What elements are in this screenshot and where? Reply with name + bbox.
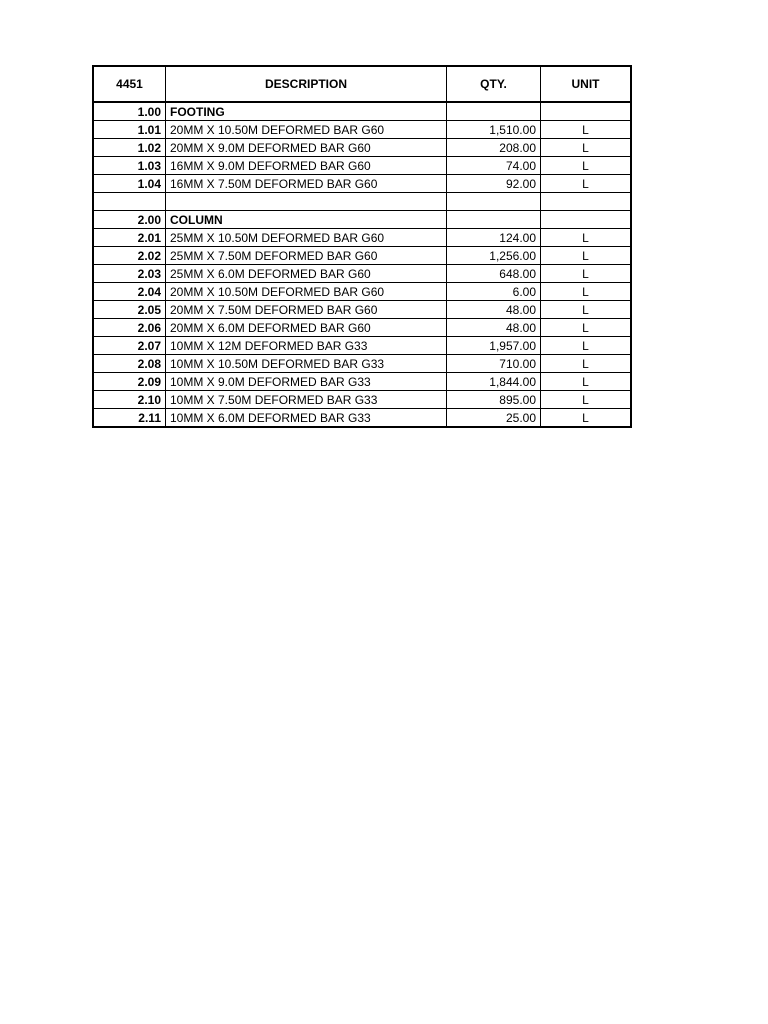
item-number: 2.05	[93, 301, 166, 319]
item-number: 2.04	[93, 283, 166, 301]
table-row	[93, 139, 631, 157]
item-number: 2.00	[93, 211, 166, 229]
table-row	[93, 283, 631, 301]
item-description: 20MM X 9.0M DEFORMED BAR G60	[166, 139, 447, 157]
item-unit: L	[541, 409, 632, 428]
item-unit: L	[541, 355, 632, 373]
item-qty: 1,957.00	[447, 337, 541, 355]
item-unit: L	[541, 175, 632, 193]
item-description: 25MM X 7.50M DEFORMED BAR G60	[166, 247, 447, 265]
item-qty: 1,844.00	[447, 373, 541, 391]
item-description: COLUMN	[166, 211, 447, 229]
item-qty: 208.00	[447, 139, 541, 157]
item-description: 25MM X 10.50M DEFORMED BAR G60	[166, 229, 447, 247]
item-unit: L	[541, 301, 632, 319]
item-unit: L	[541, 319, 632, 337]
item-qty: 48.00	[447, 301, 541, 319]
item-description: 20MM X 6.0M DEFORMED BAR G60	[166, 319, 447, 337]
item-number: 2.09	[93, 373, 166, 391]
header-qty: QTY.	[447, 66, 541, 102]
table-row	[93, 157, 631, 175]
table-row	[93, 319, 631, 337]
item-unit: L	[541, 337, 632, 355]
table-row	[93, 373, 631, 391]
item-description: 20MM X 10.50M DEFORMED BAR G60	[166, 283, 447, 301]
item-number: 1.04	[93, 175, 166, 193]
item-number: 1.01	[93, 121, 166, 139]
header-code: 4451	[93, 66, 166, 102]
header-unit: UNIT	[541, 66, 632, 102]
item-description: 10MM X 7.50M DEFORMED BAR G33	[166, 391, 447, 409]
table-row	[93, 247, 631, 265]
item-number: 2.08	[93, 355, 166, 373]
item-unit: L	[541, 247, 632, 265]
item-qty: 648.00	[447, 265, 541, 283]
item-number: 2.03	[93, 265, 166, 283]
table-row	[93, 175, 631, 193]
table-row	[93, 229, 631, 247]
item-qty: 1,510.00	[447, 121, 541, 139]
item-qty: 74.00	[447, 157, 541, 175]
item-description: 25MM X 6.0M DEFORMED BAR G60	[166, 265, 447, 283]
item-qty: 6.00	[447, 283, 541, 301]
table-row	[93, 337, 631, 355]
bill-of-materials-table	[92, 65, 632, 428]
item-number: 2.01	[93, 229, 166, 247]
item-unit	[541, 102, 632, 121]
table-row	[93, 121, 631, 139]
item-description: 16MM X 9.0M DEFORMED BAR G60	[166, 157, 447, 175]
item-qty: 25.00	[447, 409, 541, 428]
item-description	[166, 193, 447, 211]
item-unit: L	[541, 283, 632, 301]
item-description: 10MM X 9.0M DEFORMED BAR G33	[166, 373, 447, 391]
item-number: 1.03	[93, 157, 166, 175]
item-unit: L	[541, 139, 632, 157]
item-unit: L	[541, 157, 632, 175]
item-number: 2.06	[93, 319, 166, 337]
item-unit: L	[541, 373, 632, 391]
item-qty: 92.00	[447, 175, 541, 193]
item-description: FOOTING	[166, 102, 447, 121]
item-number: 2.07	[93, 337, 166, 355]
section-row	[93, 102, 631, 121]
item-number: 2.11	[93, 409, 166, 428]
item-unit: L	[541, 229, 632, 247]
table-row	[93, 409, 631, 428]
item-qty	[447, 211, 541, 229]
item-description: 10MM X 10.50M DEFORMED BAR G33	[166, 355, 447, 373]
table-header	[93, 66, 631, 102]
item-number: 2.10	[93, 391, 166, 409]
item-description: 16MM X 7.50M DEFORMED BAR G60	[166, 175, 447, 193]
item-qty: 895.00	[447, 391, 541, 409]
item-description: 20MM X 7.50M DEFORMED BAR G60	[166, 301, 447, 319]
item-qty	[447, 102, 541, 121]
item-unit	[541, 193, 632, 211]
table-row	[93, 265, 631, 283]
item-description: 10MM X 12M DEFORMED BAR G33	[166, 337, 447, 355]
table-body	[93, 102, 631, 427]
item-unit: L	[541, 121, 632, 139]
item-qty: 710.00	[447, 355, 541, 373]
item-number: 1.00	[93, 102, 166, 121]
header-row	[93, 66, 631, 102]
table-row	[93, 301, 631, 319]
section-row	[93, 211, 631, 229]
blank-row	[93, 193, 631, 211]
item-unit: L	[541, 265, 632, 283]
item-number	[93, 193, 166, 211]
item-description: 20MM X 10.50M DEFORMED BAR G60	[166, 121, 447, 139]
item-qty: 1,256.00	[447, 247, 541, 265]
header-description: DESCRIPTION	[166, 66, 447, 102]
item-qty: 124.00	[447, 229, 541, 247]
item-qty: 48.00	[447, 319, 541, 337]
item-qty	[447, 193, 541, 211]
table-row	[93, 391, 631, 409]
table-row	[93, 355, 631, 373]
item-unit: L	[541, 391, 632, 409]
item-number: 1.02	[93, 139, 166, 157]
item-number: 2.02	[93, 247, 166, 265]
item-unit	[541, 211, 632, 229]
item-description: 10MM X 6.0M DEFORMED BAR G33	[166, 409, 447, 428]
